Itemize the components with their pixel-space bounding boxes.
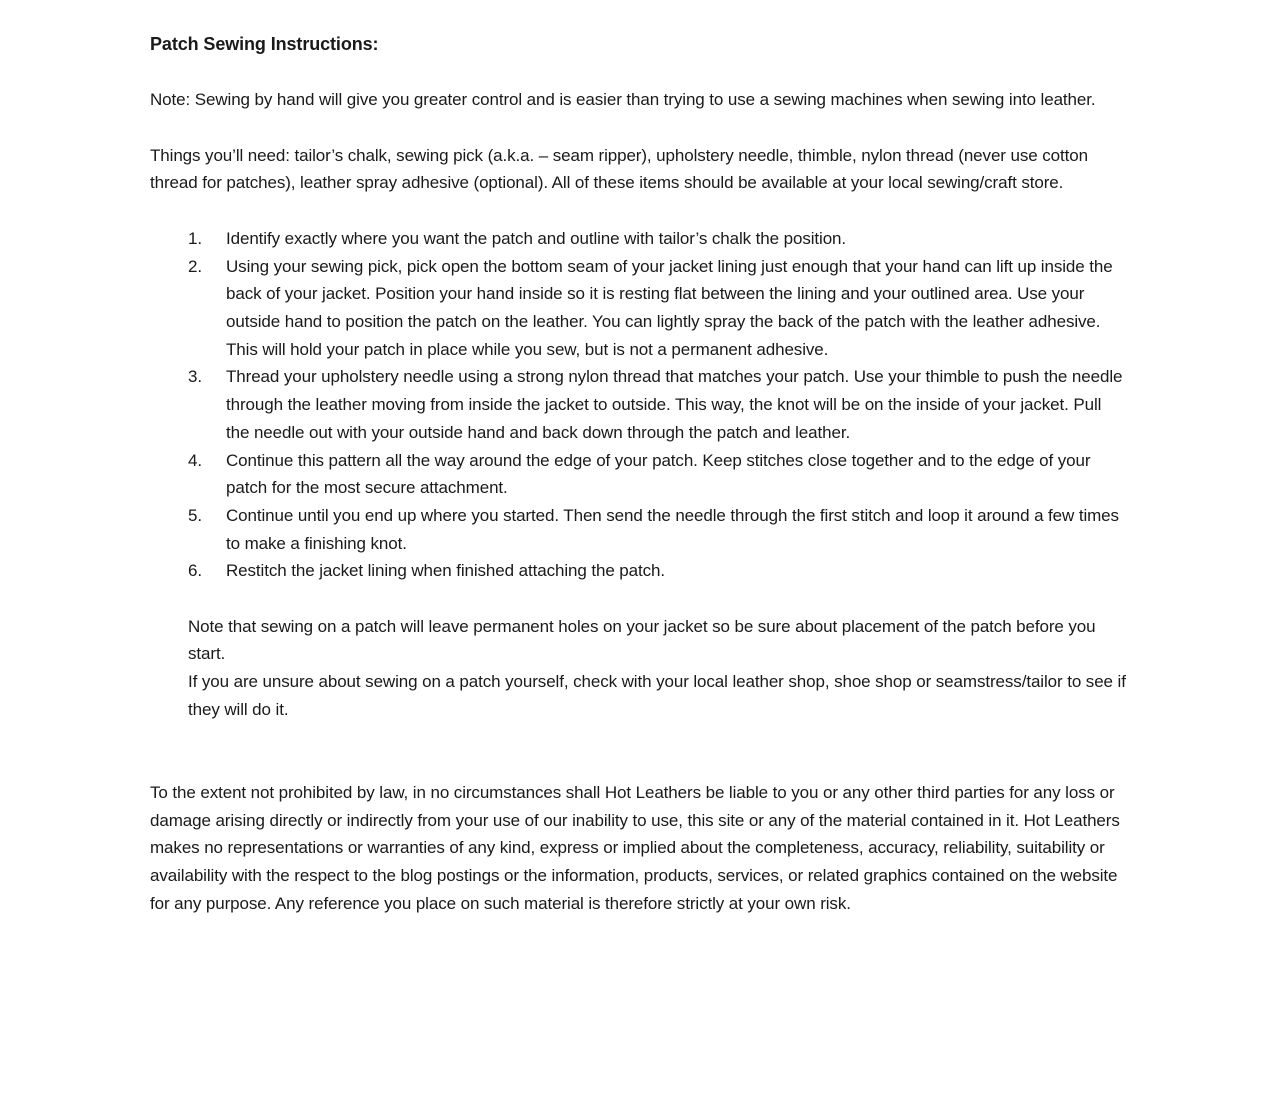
- disclaimer-paragraph: To the extent not prohibited by law, in no circumstances shall Hot Leathers be liable to you or any other third parties for any loss or damage arising directly or indirectly from your use of our inability to use, this site or any of the material contained in it. Hot Leathers makes no representations or warranties of any kind, express or implied about the completeness, accuracy, reliability, suitability or availability with the respect to the blog postings or the information, products, services, or related graphics contained on the website for any purpose. Any reference you place on such material is therefore strictly at your own risk.: [150, 782, 1120, 913]
- steps-list: [150, 225, 1127, 585]
- step-item: Thread your upholstery needle using a strong nylon thread that matches your patch. Use your thimble to push the needle through the leather moving from inside the jacket to outside. This way, the knot will be on the inside of your jacket. Pull the needle out with your outside hand and back down through the patch and leather.: [226, 367, 1123, 442]
- placement-note-paragraph: Note that sewing on a patch will leave permanent holes on your jacket so be sure about placement of the patch before you start.: [188, 616, 1096, 664]
- step-item: Restitch the jacket lining when finished attaching the patch.: [226, 561, 666, 581]
- intro-note-paragraph: Note: Sewing by hand will give you greater control and is easier than trying to use a sewing machines when sewing into leather.: [150, 90, 1096, 110]
- step-item: Continue until you end up where you started. Then send the needle through the first stitch and loop it around a few times to make a finishing knot.: [226, 505, 1119, 553]
- step-item: Using your sewing pick, pick open the bottom seam of your jacket lining just enough that your hand can lift up inside the back of your jacket. Position your hand inside so it is resting flat between the lining and your outlined area. Use your outside hand to position the patch on the leather. You can lightly spray the back of the patch with the leather adhesive. This will hold your patch in place while you sew, but is not a permanent adhesive.: [226, 256, 1113, 359]
- step-item: Identify exactly where you want the patch and outline with tailor’s chalk the position.: [226, 228, 847, 248]
- referral-note-paragraph: If you are unsure about sewing on a patch yourself, check with your local leather shop, shoe shop or seamstress/tailor to see if they will do it.: [188, 672, 1126, 719]
- step-item: Continue this pattern all the way around the edge of your patch. Keep stitches close together and to the edge of your patch for the most secure attachment.: [226, 450, 1091, 498]
- supplies-paragraph: Things you’ll need: tailor’s chalk, sewing pick (a.k.a. – seam ripper), upholstery needle, thimble, nylon thread (never use cotton thread for patches), leather spray adhesive (optional). All of these items should be available at your local sewing/craft store.: [150, 145, 1088, 193]
- notes-block: [188, 613, 1127, 724]
- document-title: Patch Sewing Instructions:: [150, 34, 379, 54]
